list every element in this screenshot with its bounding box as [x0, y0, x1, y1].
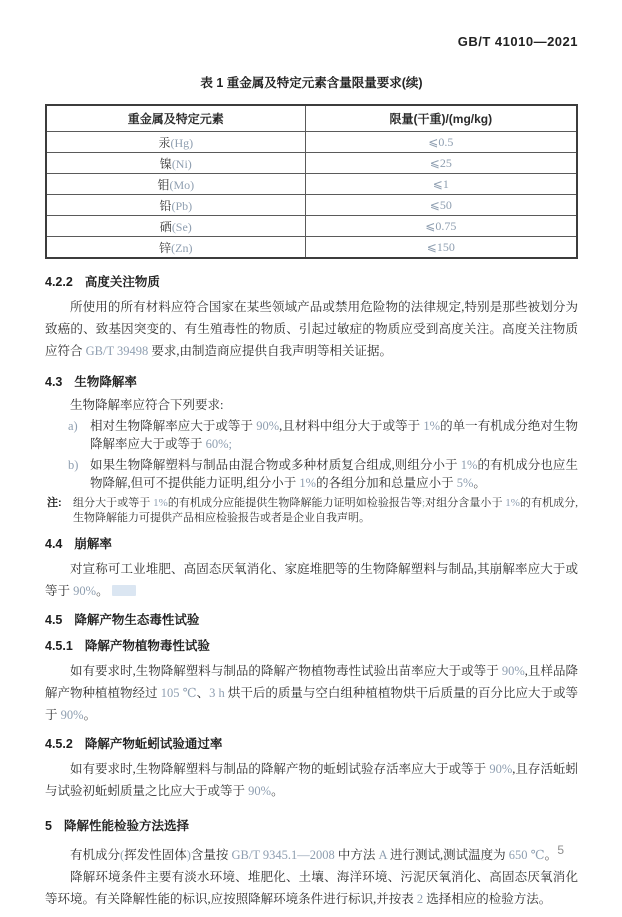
section-title: 降解产物蚯蚓试验通过率 [84, 737, 223, 751]
section-number: 4.5.2 [45, 737, 73, 751]
note-text: 组分大于或等于 1%的有机成分应能提供生物降解能力证明如检验报告等;对组分含量小于 1%的有机成分,生物降解能力可提供产品相应检验报告或者是企业自我声明。 [73, 497, 579, 524]
table-row [46, 216, 577, 237]
section-heading-4-5-1 [45, 636, 578, 654]
section-heading-4-5 [45, 610, 578, 628]
note-label: 注: [47, 497, 62, 509]
limit-cell: ⩽0.75 [305, 216, 577, 237]
element-cell: 汞(Hg) [46, 132, 305, 153]
list-marker: b) [68, 458, 79, 472]
paragraph-4-5-2: 如有要求时,生物降解塑料与制品的降解产物的蚯蚓试验存活率应大于或等于 90%,且存活蚯蚓与试验初蚯蚓质量之比应大于或等于 90%。 [45, 762, 578, 798]
column-header-element: 重金属及特定元素 [46, 105, 305, 132]
section-number: 4.5.1 [45, 639, 73, 653]
section-title: 降解性能检验方法选择 [63, 819, 189, 833]
list-intro-4-3: 生物降解率应符合下列要求: [70, 398, 224, 412]
table-row [46, 153, 577, 174]
heavy-metals-limits-table [45, 104, 578, 259]
element-cell: 铅(Pb) [46, 195, 305, 216]
section-title: 生物降解率 [74, 375, 137, 389]
table-header-row [46, 105, 577, 132]
page-number: 5 [557, 843, 564, 857]
section-heading-4-5-2 [45, 734, 578, 752]
paragraph-text: 对宣称可工业堆肥、高固态厌氧消化、家庭堆肥等的生物降解塑料与制品,其崩解率应大于或等于 90%。 [45, 562, 578, 598]
section-number: 4.2.2 [45, 275, 73, 289]
list-item-a [45, 417, 578, 453]
section-number: 4.5 [45, 613, 63, 627]
element-cell: 钼(Mo) [46, 174, 305, 195]
limit-cell: ⩽50 [305, 195, 577, 216]
element-cell: 镍(Ni) [46, 153, 305, 174]
watermark-smudge [112, 585, 136, 596]
section-heading-4-4 [45, 534, 578, 552]
section-number: 4.3 [45, 375, 63, 389]
element-cell: 硒(Se) [46, 216, 305, 237]
section-title: 降解产物生态毒性试验 [74, 613, 200, 627]
limit-cell: ⩽25 [305, 153, 577, 174]
section-title: 降解产物植物毒性试验 [84, 639, 210, 653]
section-title: 崩解率 [74, 537, 112, 551]
list-marker: a) [68, 419, 78, 433]
list-item-text: 相对生物降解率应大于或等于 90%,且材料中组分大于或等于 1%的单一有机成分绝对生物降解率应大于或等于 60%; [90, 419, 578, 451]
section-heading-4-3 [45, 372, 578, 390]
paragraph-5-1: 有机成分(挥发性固体)含量按 GB/T 9345.1—2008 中方法 A 进行测试,测试温度为 650 ℃。 [70, 848, 558, 862]
limit-cell: ⩽150 [305, 237, 577, 259]
table-row [46, 132, 577, 153]
paragraph-4-5-1: 如有要求时,生物降解塑料与制品的降解产物植物毒性试验出苗率应大于或等于 90%,且样品降解产物种植植物经过 105 ℃、3 h 烘干后的质量与空白组种植植物烘干后质量的百分比应大于或等于 90%。 [45, 664, 579, 722]
paragraph-4-4 [45, 558, 578, 602]
table-row [46, 174, 577, 195]
table-title: 表 1 重金属及特定元素含量限量要求(续) [200, 76, 423, 90]
section-number: 4.4 [45, 537, 63, 551]
table-row [46, 237, 577, 259]
limit-cell: ⩽1 [305, 174, 577, 195]
standard-number: GB/T 41010—2021 [457, 34, 578, 49]
list-item-text: 如果生物降解塑料与制品由混合物或多种材质复合组成,则组分小于 1%的有机成分也应生物降解,但可不提供能力证明,组分小于 1%的各组分加和总量应小于 5%。 [90, 458, 578, 490]
section-heading-4-2-2 [45, 272, 578, 290]
section-number: 5 [45, 819, 52, 833]
limit-cell: ⩽0.5 [305, 132, 577, 153]
column-header-limit: 限量(干重)/(mg/kg) [305, 105, 577, 132]
paragraph-5-2: 降解环境条件主要有淡水环境、堆肥化、土壤、海洋环境、污泥厌氧消化、高固态厌氧消化等环境。有关降解性能的标识,应按照降解环境条件进行标识,并按表 2 选择相应的检验方法。 [45, 870, 578, 906]
list-item-b [45, 456, 578, 492]
section-title: 高度关注物质 [84, 275, 160, 289]
paragraph-4-2-2: 所使用的所有材料应符合国家在某些领域产品或禁用危险物的法律规定,特别是那些被划分为致癌的、致基因突变的、有生殖毒性的物质、引起过敏症的物质应受到高度关注。高度关注物质应符合 GB/T 39498 要求,由制造商应提供自我声明等相关证据。 [45, 300, 578, 358]
section-heading-5 [45, 816, 578, 834]
note-4-3 [45, 496, 578, 526]
element-cell: 锌(Zn) [46, 237, 305, 259]
table-row [46, 195, 577, 216]
